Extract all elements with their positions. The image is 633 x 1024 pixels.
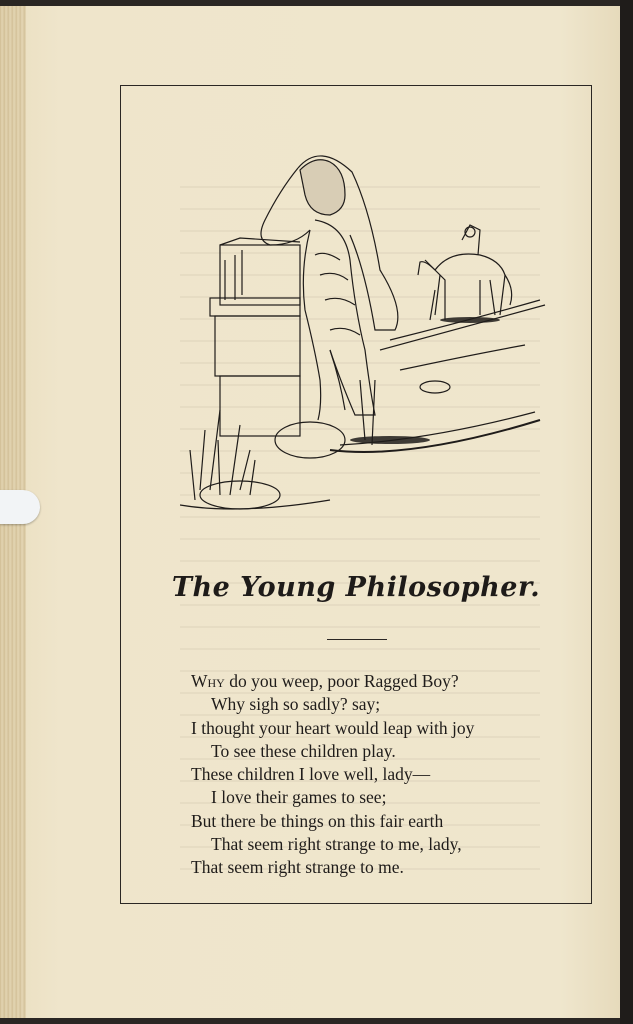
poem-line-1-rest: do you weep, poor Ragged Boy?	[224, 671, 459, 691]
engraving-illustration	[180, 150, 550, 530]
poem-line-6: I love their games to see;	[211, 787, 387, 808]
poem-text	[191, 670, 561, 880]
poem-line-5: These children I love well, lady—	[191, 764, 431, 785]
poem-line-7: But there be things on this fair earth	[191, 810, 444, 831]
poem-line-9: That seem right strange to me.	[191, 857, 404, 878]
poem-line-2: Why sigh so sadly? say;	[211, 694, 381, 715]
book-edge	[620, 0, 633, 1024]
page-title: The Young Philosopher.	[171, 572, 541, 603]
poem-first-word: Why	[191, 671, 225, 691]
bookmark-tab	[0, 490, 40, 524]
poem-line-8: That seem right strange to me, lady,	[211, 834, 462, 855]
poem-line-4: To see these children play.	[211, 740, 396, 761]
poem-line-1	[191, 670, 561, 693]
title-rule	[327, 639, 387, 640]
poem-line-3: I thought your heart would leap with joy	[191, 717, 475, 738]
